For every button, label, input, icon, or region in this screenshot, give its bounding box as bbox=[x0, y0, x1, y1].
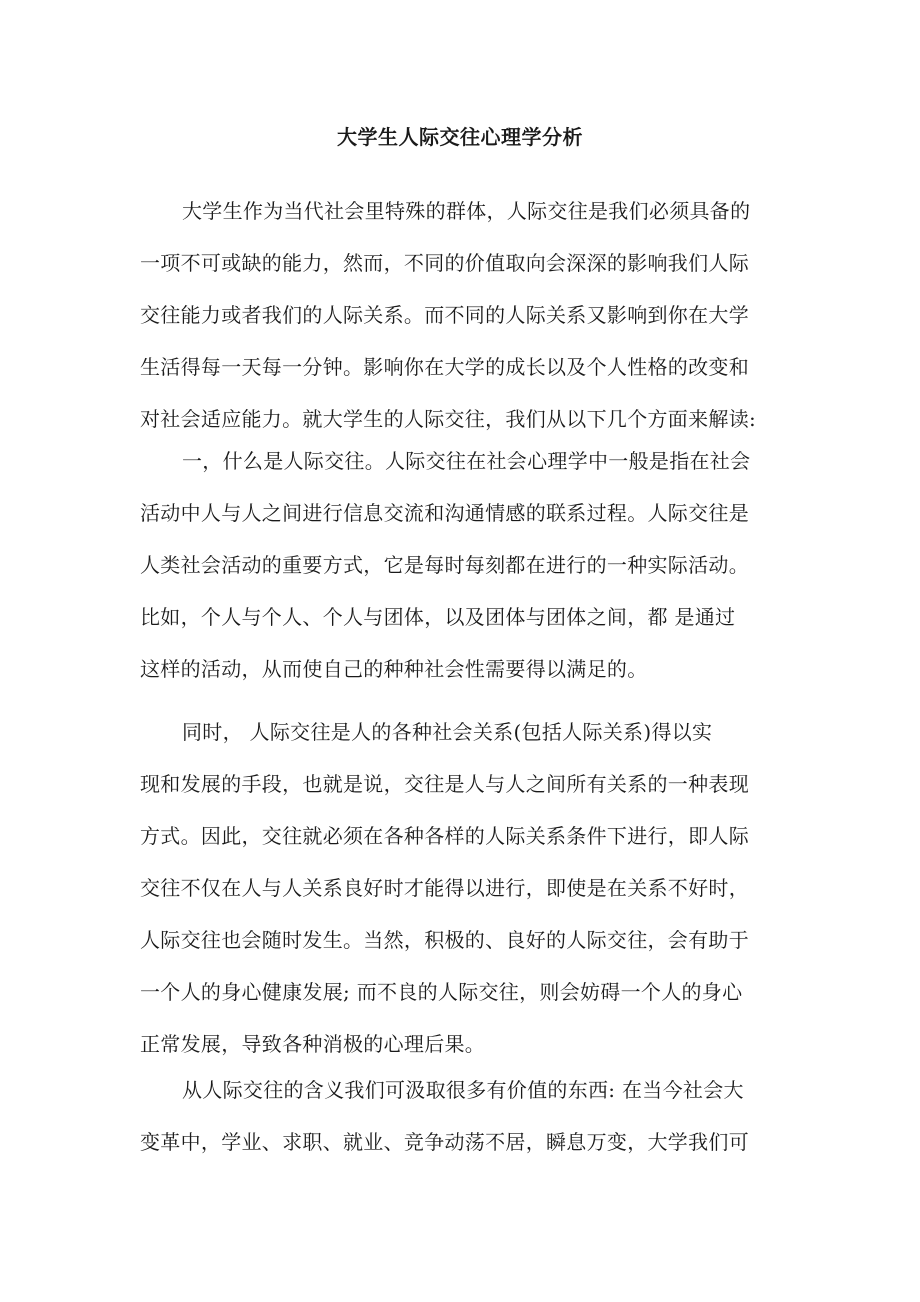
paragraph-line: 人类社会活动的重要方式，它是每时每刻都在进行的一种实际活动。 bbox=[140, 553, 749, 577]
document-title: 大学生人际交往心理学分析 bbox=[337, 125, 583, 149]
paragraph-relations bbox=[140, 706, 788, 1070]
paragraph-line: 方式。因此，交往就必须在各种各样的人际关系条件下进行，即人际 bbox=[140, 824, 749, 848]
paragraph-line: 一，什么是人际交往。人际交往在社会心理学中一般是指在社会 bbox=[182, 449, 751, 473]
paragraph-line: 现和发展的手段，也就是说，交往是人与人之间所有关系的一种表现 bbox=[140, 772, 749, 796]
paragraph-line: 比如，个人与个人、个人与团体，以及团体与团体之间，都 是通过 bbox=[140, 605, 736, 629]
paragraph-line: 活动中人与人之间进行信息交流和沟通情感的联系过程。人际交往是 bbox=[140, 501, 749, 525]
paragraph-meaning bbox=[140, 1064, 788, 1168]
paragraph-line: 变革中，学业、求职、就业、竞争动荡不居，瞬息万变，大学我们可 bbox=[140, 1130, 749, 1154]
paragraph-line: 对社会适应能力。就大学生的人际交往，我们从以下几个方面来解读: bbox=[140, 407, 757, 431]
paragraph-line: 从人际交往的含义我们可汲取很多有价值的东西: 在当今社会大 bbox=[182, 1078, 744, 1102]
paragraph-line: 一个人的身心健康发展; 而不良的人际交往，则会妨碍一个人的身心 bbox=[140, 980, 743, 1004]
paragraph-line: 大学生作为当代社会里特殊的群体，人际交往是我们必须具备的 bbox=[182, 199, 751, 223]
paragraph-line: 正常发展，导致各种消极的心理后果。 bbox=[140, 1032, 486, 1056]
paragraph-line: 人际交往也会随时发生。当然，积极的、良好的人际交往，会有助于 bbox=[140, 928, 749, 952]
paragraph-line: 这样的活动，从而使自己的种种社会性需要得以满足的。 bbox=[140, 657, 648, 681]
paragraph-line: 生活得每一天每一分钟。影响你在大学的成长以及个人性格的改变和 bbox=[140, 355, 749, 379]
paragraph-intro bbox=[140, 185, 788, 445]
paragraph-line: 一项不可或缺的能力，然而，不同的价值取向会深深的影响我们人际 bbox=[140, 251, 749, 275]
paragraph-line: 同时， 人际交往是人的各种社会关系(包括人际关系)得以实 bbox=[182, 720, 713, 744]
paragraph-line: 交往能力或者我们的人际关系。而不同的人际关系又影响到你在大学 bbox=[140, 303, 749, 327]
paragraph-definition bbox=[140, 435, 788, 695]
paragraph-line: 交往不仅在人与人关系良好时才能得以进行，即使是在关系不好时， bbox=[140, 876, 749, 900]
